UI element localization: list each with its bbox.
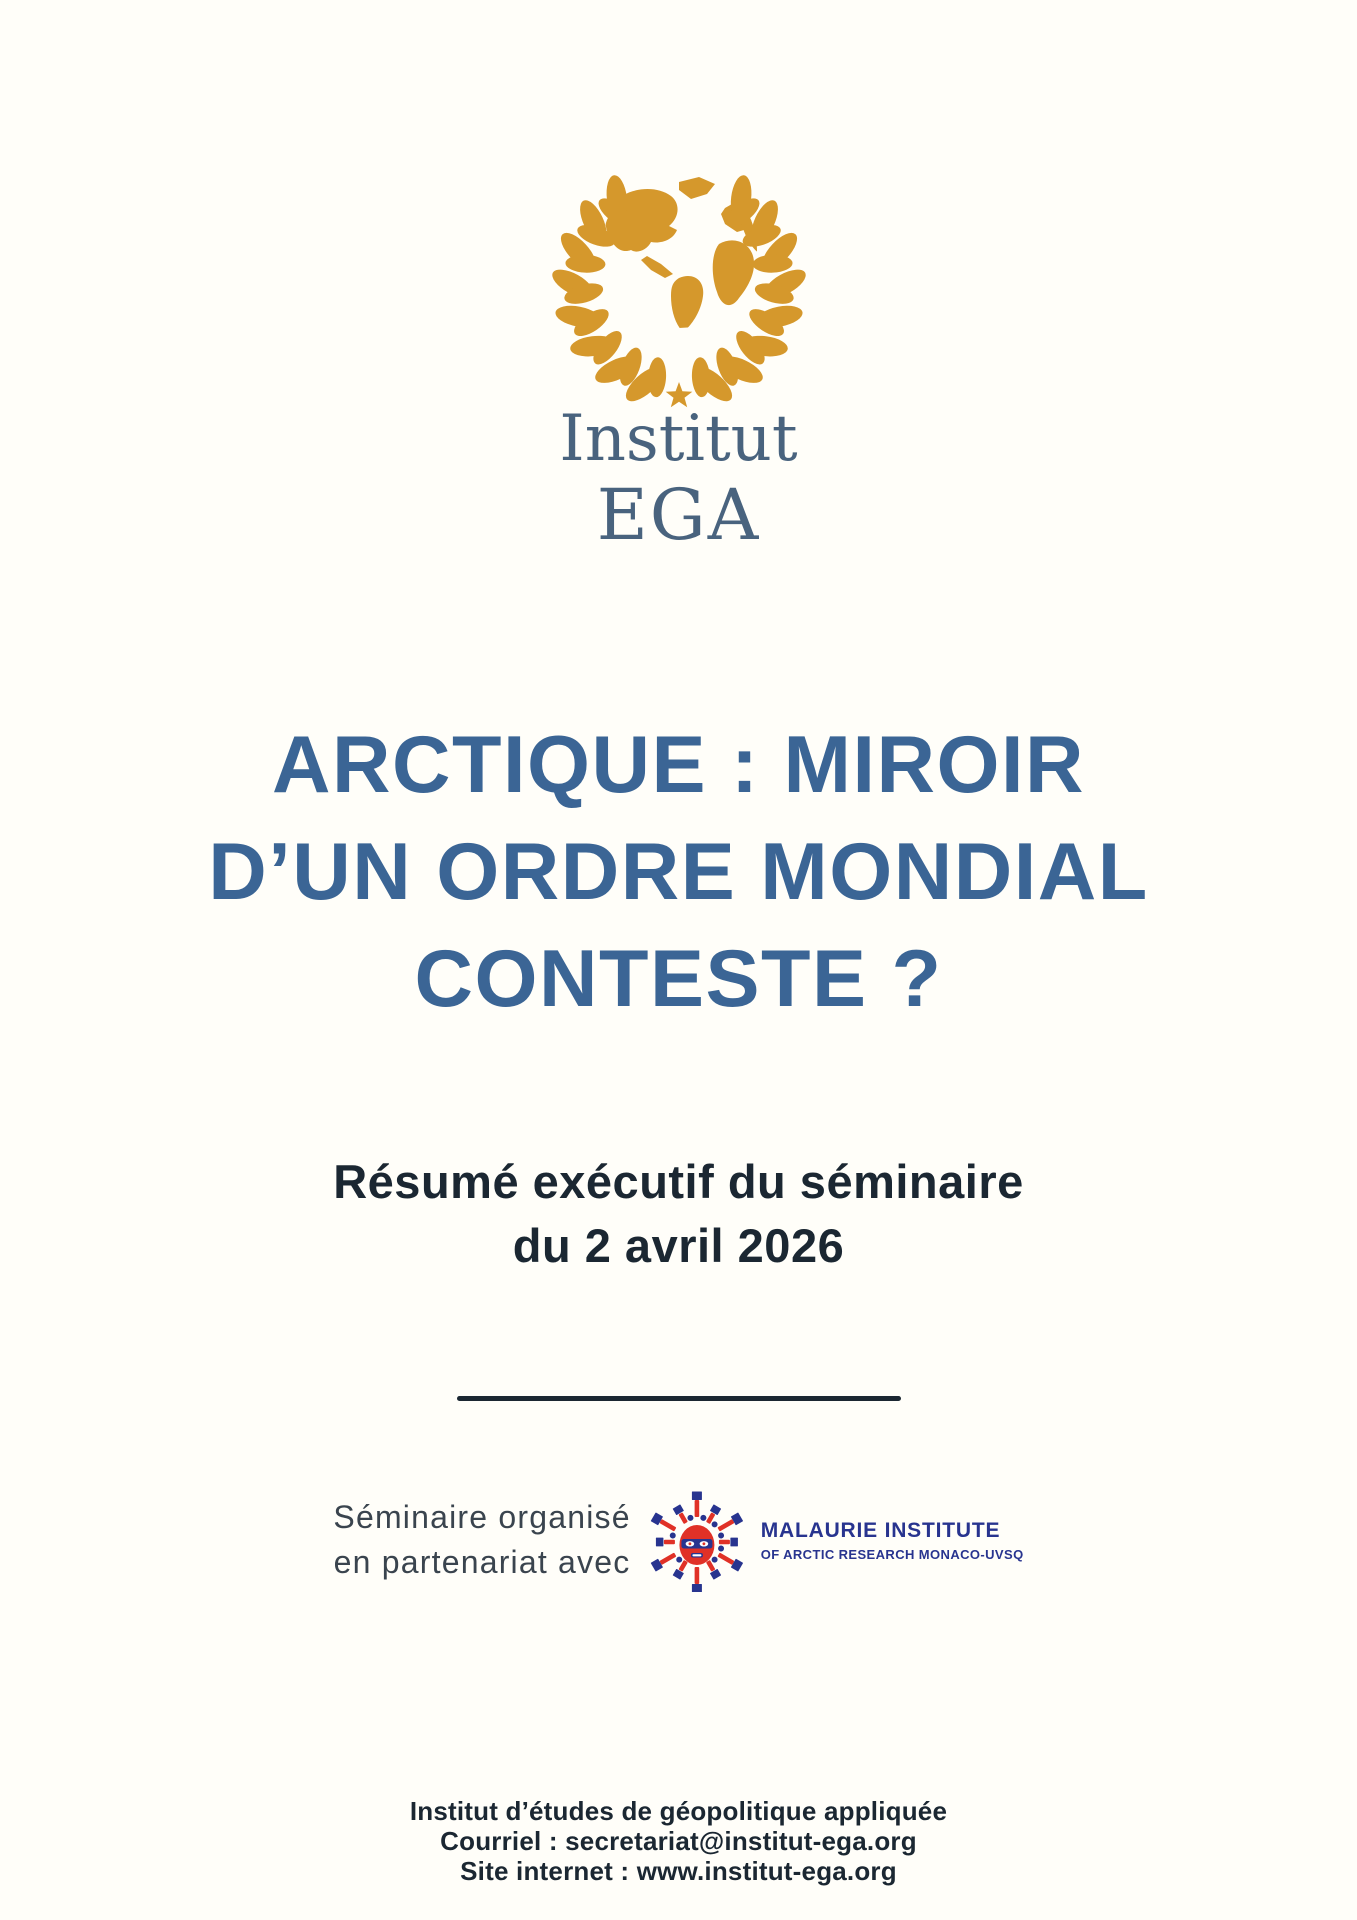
cover-title-line-3: CONTESTE ? [414,934,943,1024]
malaurie-wordmark [761,1519,1024,1562]
subtitle-line-1: Résumé exécutif du séminaire [333,1155,1024,1208]
brand-wordmark [0,402,1357,554]
globe-icon [605,177,792,332]
malaurie-subtitle: OF ARCTIC RESEARCH MONACO-UVSQ [760,1546,1024,1562]
malaurie-title: MALAURIE INSTITUTE [760,1518,1001,1542]
institut-ega-emblem [529,138,829,418]
partner-intro-line-1: Séminaire organisé [333,1499,631,1535]
page-footer [0,1796,1357,1886]
brand-name-ega: EGA [596,474,761,556]
cover-title [0,712,1357,1033]
cover-subtitle [0,1150,1357,1278]
subtitle-line-2: du 2 avril 2026 [512,1219,845,1272]
partner-intro-line-2: en partenariat avec [333,1544,631,1580]
partner-intro [333,1495,630,1585]
divider-line [457,1396,901,1401]
cover-title-line-2: D’UN ORDRE MONDIAL [208,827,1149,917]
cover-title-line-1: ARCTIQUE : MIROIR [272,720,1085,810]
malaurie-mask-icon [645,1488,749,1592]
brand-name-institut: Institut [559,402,798,476]
footer-email-line: Courriel : secretariat@institut-ega.org [440,1826,917,1856]
footer-website-line: Site internet : www.institut-ega.org [460,1856,897,1886]
partner-section [333,1488,1023,1592]
malaurie-institute-logo [645,1488,1024,1592]
footer-org-line: Institut d’études de géopolitique appliquée [409,1796,948,1826]
